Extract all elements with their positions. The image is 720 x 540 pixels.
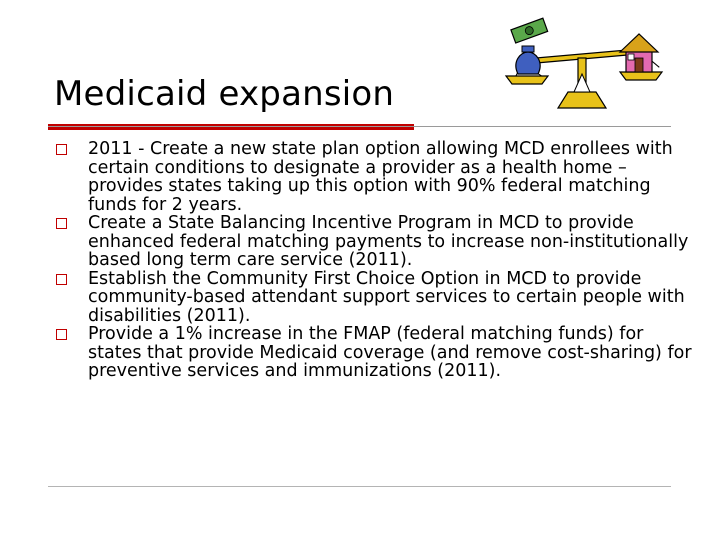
title-accent-rule xyxy=(48,124,414,130)
footer-divider xyxy=(48,486,671,487)
square-bullet-icon xyxy=(56,144,67,155)
slide-title: Medicaid expansion xyxy=(54,74,395,114)
bullet-text: Establish the Community First Choice Option in MCD to provide community-based attendant support services to certain people with disabilities (2011). xyxy=(88,268,685,326)
title-divider xyxy=(48,126,671,127)
bullet-text: Create a State Balancing Incentive Program in MCD to provide enhanced federal matching payments to increase non-institutionally based long term care service (2011). xyxy=(88,213,689,270)
scales-money-house-icon xyxy=(498,16,666,112)
square-bullet-icon xyxy=(56,329,67,340)
bullet-item xyxy=(54,140,694,214)
bullet-item xyxy=(54,270,694,326)
bullet-text: Provide a 1% increase in the FMAP (federal matching funds) for states that provide Medicaid coverage (and remove cost-sharing) for preventive services and immunizations (2011). xyxy=(88,324,692,381)
bullet-item xyxy=(54,325,694,381)
bullet-list xyxy=(54,140,694,381)
square-bullet-icon xyxy=(56,218,67,229)
bullet-text: 2011 - Create a new state plan option allowing MCD enrollees with certain conditions to designate a provider as a health home – provides states taking up this option with 90% federal matching funds for 2 years. xyxy=(88,139,673,215)
bullet-item xyxy=(54,214,694,270)
square-bullet-icon xyxy=(56,274,67,285)
